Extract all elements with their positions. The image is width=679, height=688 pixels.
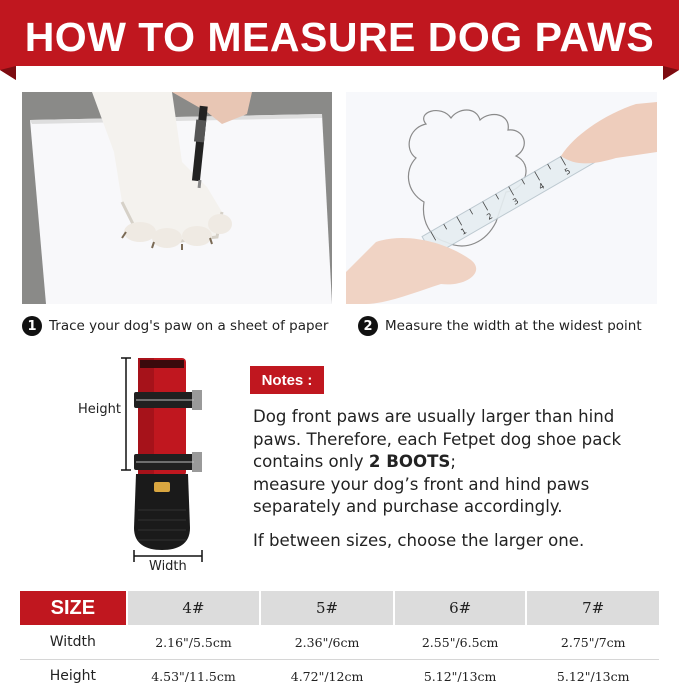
photo-measuring-width: [346, 92, 657, 304]
size-4: 4#: [128, 591, 260, 625]
step-2: [358, 315, 642, 337]
dog-boot-illustration: [70, 350, 230, 580]
size-tip: If between sizes, choose the larger one.: [253, 531, 585, 550]
table-cell: 2.55"/6.5cm: [421, 634, 499, 650]
size-header-row: [20, 591, 659, 625]
notes-line: Dog front paws are usually larger than hind: [253, 407, 615, 426]
step-1: [22, 315, 328, 337]
notes-text: [253, 406, 673, 519]
row-label-width: Witdth: [49, 634, 96, 650]
step-number-badge: 1: [22, 316, 42, 336]
table-divider: [20, 659, 659, 660]
ruler-tick-2: 2: [485, 211, 495, 222]
photo-tracing-paw: [22, 92, 332, 304]
notes-line: separately and purchase accordingly.: [253, 497, 563, 517]
table-row: [20, 627, 659, 657]
ruler-tick-3: 3: [511, 196, 521, 207]
notes-badge: Notes :: [250, 366, 324, 394]
notes-line: contains only 2 BOOTS;: [253, 452, 456, 472]
table-cell: 2.16"/5.5cm: [155, 634, 232, 650]
notes-line: paws. Therefore, each Fetpet dog shoe pack: [253, 429, 622, 449]
table-cell: 4.53"/11.5cm: [151, 668, 236, 684]
size-header: SIZE: [20, 591, 126, 625]
size-7: 7#: [527, 591, 659, 625]
size-6: 6#: [395, 591, 526, 625]
notes-line: measure your dog’s front and hind paws: [253, 474, 590, 494]
step-1-text: Trace your dog's paw on a sheet of paper: [49, 318, 329, 334]
ruler-tick-4: 4: [537, 181, 547, 192]
table-cell: 5.12"/13cm: [423, 668, 497, 684]
table-cell: 4.72"/12cm: [290, 668, 364, 684]
ruler-tick-1: 1: [459, 226, 469, 237]
height-label: Height: [78, 402, 121, 417]
step-2-text: Measure the width at the widest point: [385, 318, 642, 334]
step-number-badge: 2: [358, 316, 378, 336]
page-title: HOW TO MEASURE DOG PAWS: [24, 14, 655, 60]
title-banner: [0, 0, 679, 80]
row-label-height: Height: [49, 668, 96, 684]
boots-count: 2 BOOTS: [368, 452, 451, 472]
size-5: 5#: [261, 591, 393, 625]
width-label: Width: [149, 559, 187, 574]
ruler-tick-5: 5: [563, 166, 573, 177]
table-row: [20, 661, 659, 688]
table-cell: 2.75"/7cm: [560, 634, 626, 650]
table-cell: 5.12"/13cm: [556, 668, 630, 684]
table-cell: 2.36"/6cm: [294, 634, 360, 650]
